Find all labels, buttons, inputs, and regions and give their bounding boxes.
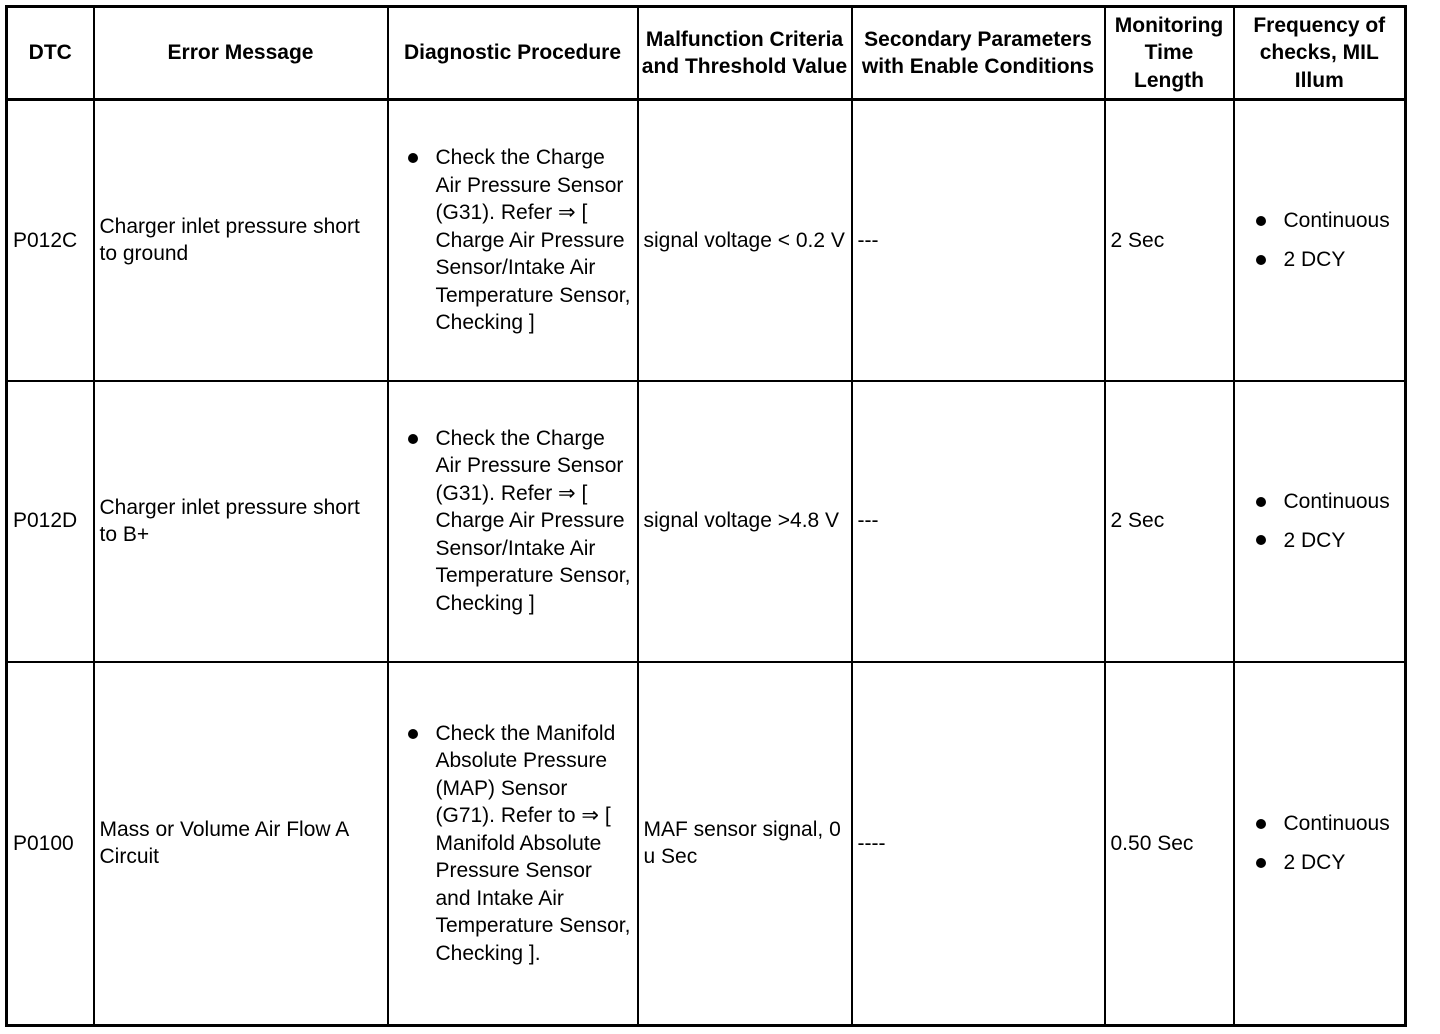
secondary-parameters: --- [852,100,1105,381]
secondary-parameters: --- [852,381,1105,662]
bullet-icon [408,153,418,163]
frequency-text: Continuous [1283,812,1390,836]
monitoring-time: 2 Sec [1105,100,1234,381]
frequency-item [1256,849,1400,877]
monitoring-time: 0.50 Sec [1105,662,1234,1026]
bullet-icon [408,434,418,444]
dtc-code: P0100 [7,662,94,1026]
procedure-item [394,144,632,337]
error-message: Charger inlet pressure short to ground [94,100,388,381]
frequency-text: Continuous [1283,490,1390,514]
frequency-text: Continuous [1283,209,1390,233]
bullet-icon [1256,535,1266,545]
header-dtc: DTC [7,7,94,100]
diagnostic-procedure [388,100,638,381]
header-malfunction-criteria: Malfunction Criteria and Threshold Value [638,7,852,100]
procedure-item [394,720,632,968]
malfunction-criteria: MAF sensor signal, 0 u Sec [638,662,852,1026]
dtc-code: P012D [7,381,94,662]
bullet-icon [1256,255,1266,265]
dtc-code: P012C [7,100,94,381]
frequency-text: 2 DCY [1283,528,1346,552]
frequency-item [1256,810,1400,838]
frequency-cell [1234,381,1406,662]
frequency-item [1256,246,1400,274]
procedure-text: Check the Charge Air Pressure Sensor (G31). Refer ⇒ [ Charge Air Pressure Sensor/Intake Air Temperature Sensor, Checking ] [435,426,631,615]
header-diagnostic-procedure: Diagnostic Procedure [388,7,638,100]
frequency-text: 2 DCY [1283,247,1346,271]
malfunction-criteria: signal voltage < 0.2 V [638,100,852,381]
table-row [7,662,1406,1026]
frequency-list [1240,207,1400,273]
dtc-table [5,5,1407,1027]
header-error-message: Error Message [94,7,388,100]
error-message: Mass or Volume Air Flow A Circuit [94,662,388,1026]
bullet-icon [1256,497,1266,507]
table-row [7,381,1406,662]
header-row [7,7,1406,100]
header-frequency: Frequency of checks, MIL Illum [1234,7,1406,100]
frequency-item [1256,207,1400,235]
procedure-text: Check the Manifold Absolute Pressure (MAP) Sensor (G71). Refer to ⇒ [ Manifold Absolute Pressure Sensor and Intake Air Temperature Sensor, Checking ]. [435,721,631,965]
bullet-icon [1256,858,1266,868]
bullet-icon [1256,819,1266,829]
diagnostic-procedure [388,662,638,1026]
diagnostic-procedure [388,381,638,662]
monitoring-time: 2 Sec [1105,381,1234,662]
procedure-item [394,425,632,618]
frequency-list [1240,488,1400,554]
error-message: Charger inlet pressure short to B+ [94,381,388,662]
frequency-text: 2 DCY [1283,850,1346,874]
frequency-cell [1234,100,1406,381]
frequency-item [1256,527,1400,555]
table-row [7,100,1406,381]
bullet-icon [1256,216,1266,226]
procedure-text: Check the Charge Air Pressure Sensor (G31). Refer ⇒ [ Charge Air Pressure Sensor/Intake Air Temperature Sensor, Checking ] [435,146,631,335]
header-secondary-parameters: Secondary Parameters with Enable Conditions [852,7,1105,100]
bullet-icon [408,729,418,739]
secondary-parameters: ---- [852,662,1105,1026]
frequency-list [1240,810,1400,876]
frequency-item [1256,488,1400,516]
header-monitoring-time: Monitoring Time Length [1105,7,1234,100]
frequency-cell [1234,662,1406,1026]
malfunction-criteria: signal voltage >4.8 V [638,381,852,662]
